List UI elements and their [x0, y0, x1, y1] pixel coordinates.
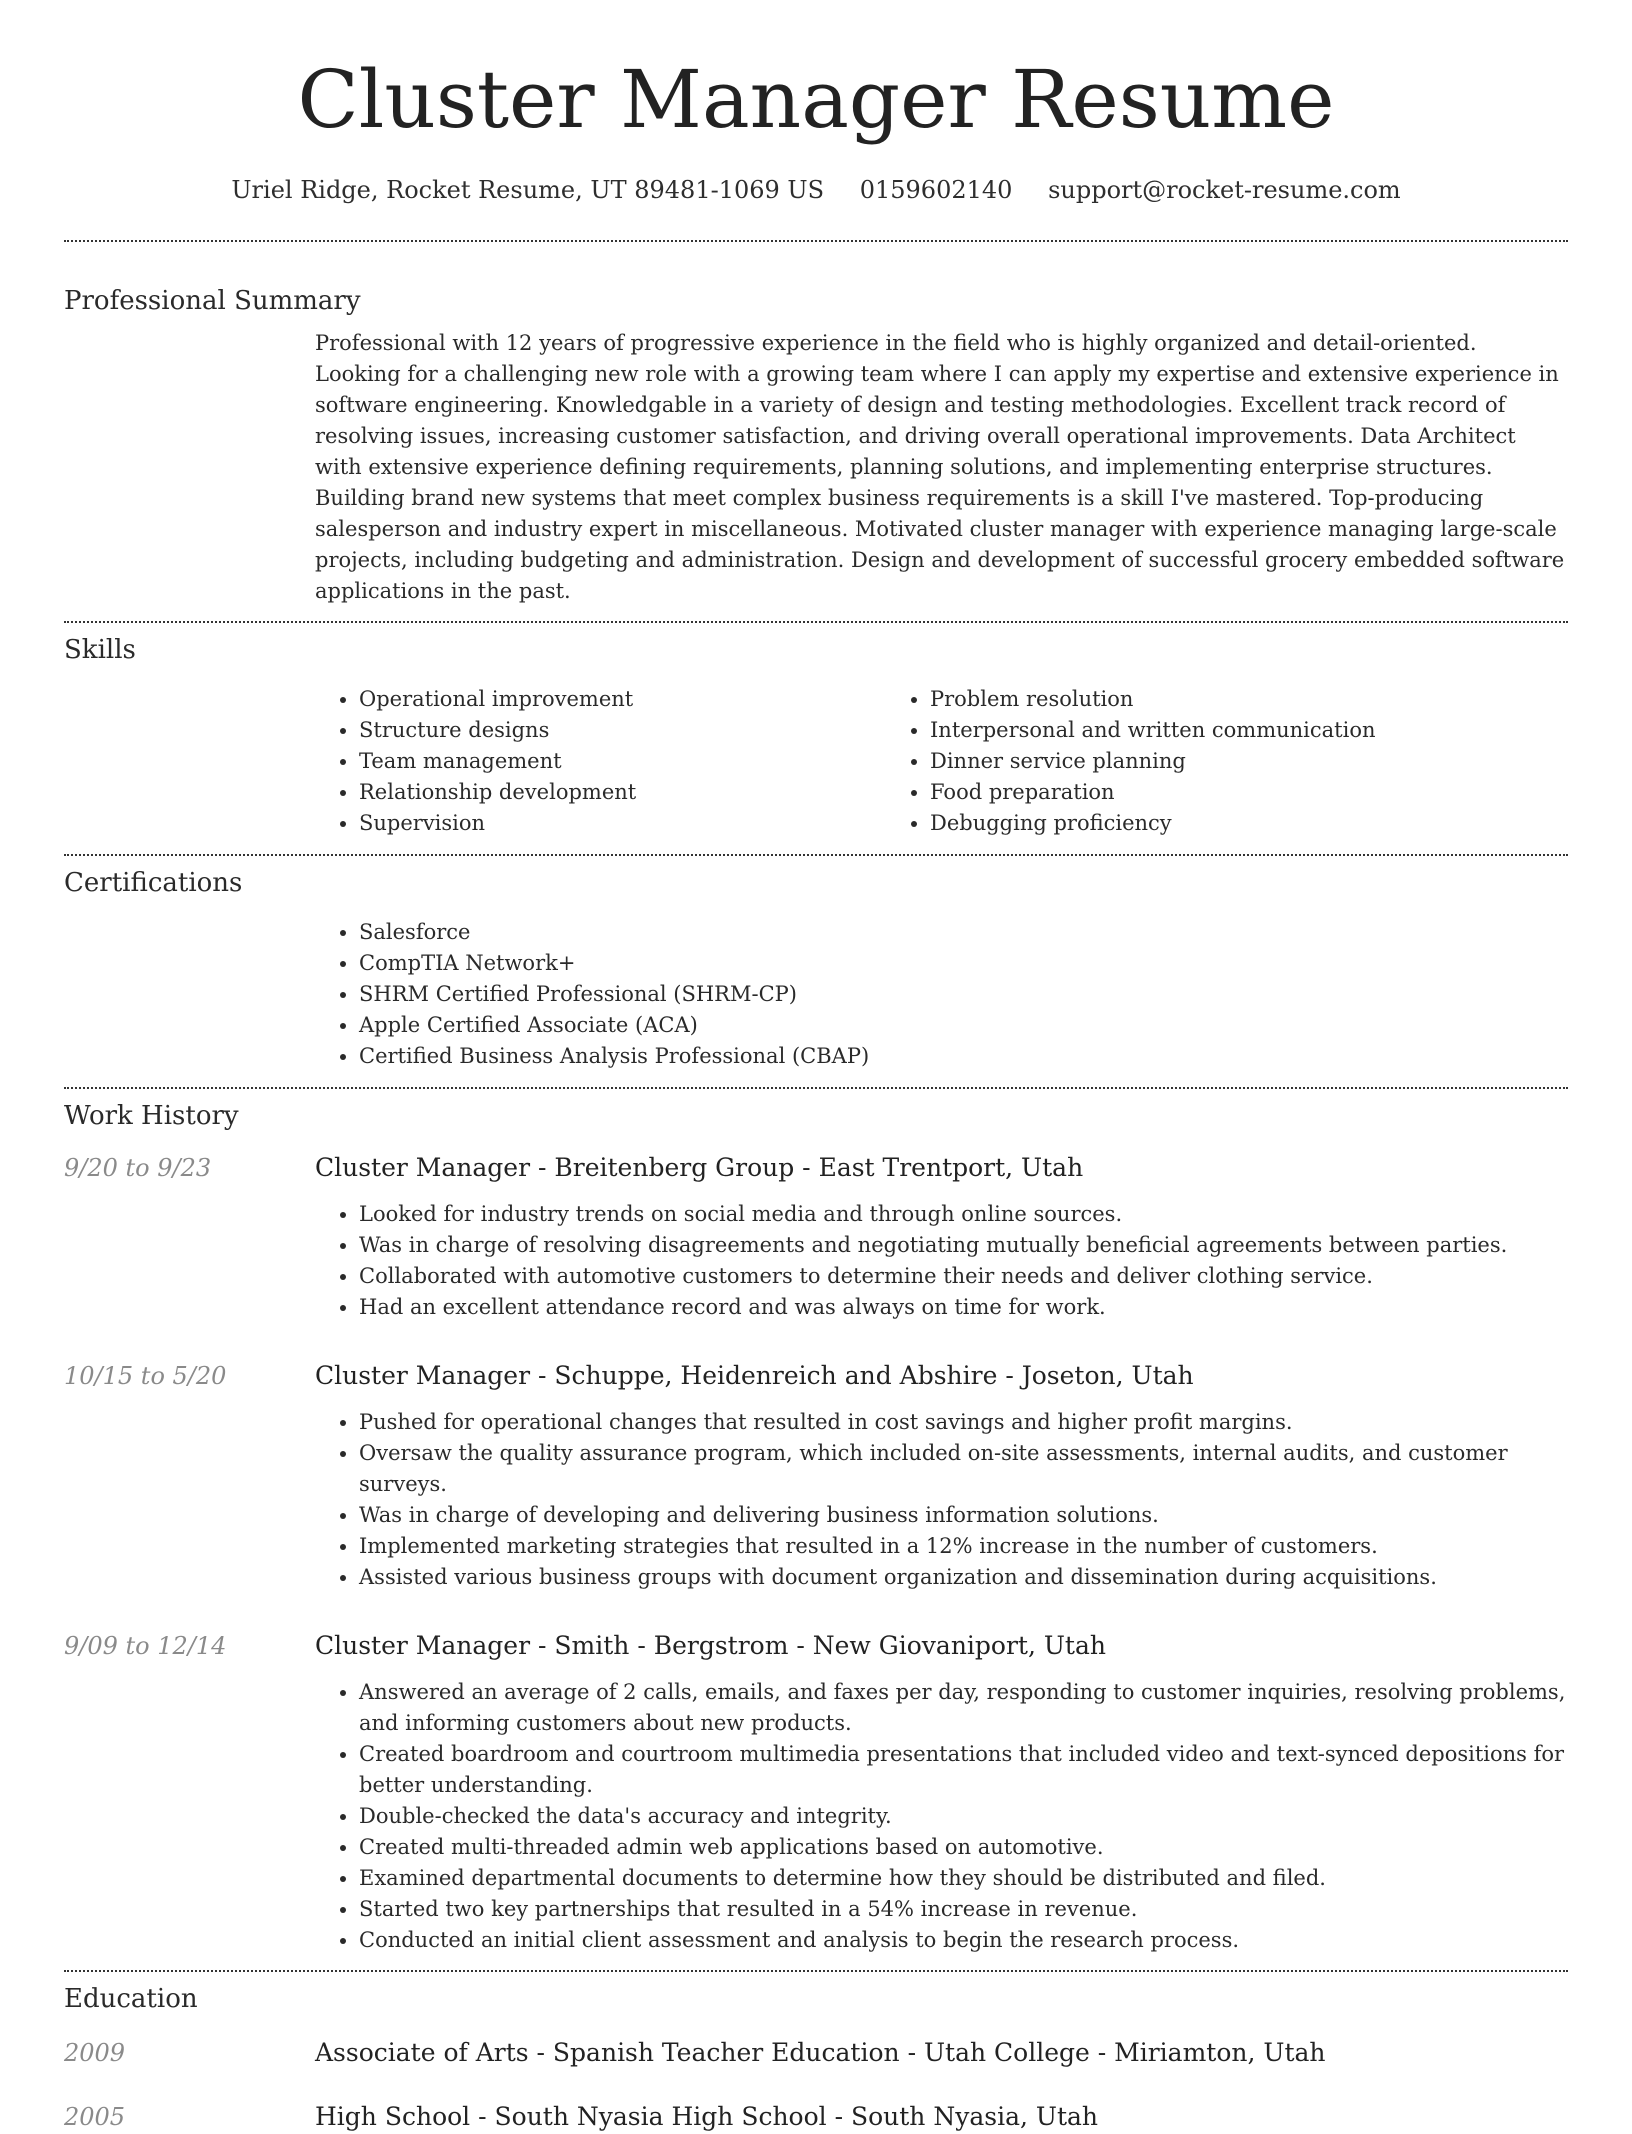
work-bullet: • Assisted various business groups with document organization and dissemination during acquisitions. [359, 1562, 1568, 1593]
skill-item: • Operational improvement [359, 684, 886, 715]
contact-line [64, 174, 1568, 206]
contact-phone: 0159602140 [859, 176, 1013, 204]
section-title-summary: Professional Summary [64, 286, 361, 316]
work-entry-body [315, 1407, 1568, 1593]
work-bullet: • Answered an average of 2 calls, emails, and faxes per day, responding to customer inquiries, resolving problems, and informing customers about new products. [359, 1677, 1568, 1739]
summary-content [315, 328, 1568, 621]
education-entry-header [64, 2036, 1568, 2070]
resume-title: Cluster Manager Resume [297, 53, 1335, 146]
work-bullet: • Was in charge of developing and delivering business information solutions. [359, 1500, 1568, 1531]
education-entry [64, 2036, 1568, 2070]
skill-item: • Debugging proficiency [930, 808, 1457, 839]
work-entry-body [315, 1199, 1568, 1323]
contact-address: Uriel Ridge, Rocket Resume, UT 89481-1069 US [231, 176, 825, 204]
work-entry-date: 10/15 to 5/20 [64, 1362, 227, 1390]
skill-item: • Team management [359, 746, 886, 777]
skill-item: • Food preparation [930, 777, 1457, 808]
skill-item: • Interpersonal and written communication [930, 715, 1457, 746]
work-entry-bullets [315, 1407, 1568, 1593]
work-entry-bullets [315, 1677, 1568, 1956]
skills-list-right [886, 684, 1457, 839]
education-entry-header [64, 2100, 1568, 2134]
work-bullet: • Was in charge of resolving disagreements and negotiating mutually beneficial agreements between parties. [359, 1230, 1568, 1261]
contact-email: support@rocket-resume.com [1048, 176, 1401, 204]
skill-item: • Relationship development [359, 777, 886, 808]
work-bullet: • Created multi-threaded admin web applications based on automotive. [359, 1832, 1568, 1863]
work-bullet: • Started two key partnerships that resulted in a 54% increase in revenue. [359, 1894, 1568, 1925]
skill-item: • Dinner service planning [930, 746, 1457, 777]
work-entry-body [315, 1677, 1568, 1956]
spacer [64, 1956, 1568, 1970]
work-entry-title: Cluster Manager - Smith - Bergstrom - New Giovaniport, Utah [315, 1631, 1106, 1660]
work-bullet: • Created boardroom and courtroom multimedia presentations that included video and text-synced depositions for better understanding. [359, 1739, 1568, 1801]
work-bullet: • Oversaw the quality assurance program, which included on-site assessments, internal audits, and customer surveys. [359, 1438, 1568, 1500]
professional-summary-section [64, 242, 1568, 621]
certification-item: • Salesforce [359, 917, 1568, 948]
work-bullet: • Had an excellent attendance record and was always on time for work. [359, 1292, 1568, 1323]
certification-item: • CompTIA Network+ [359, 948, 1568, 979]
section-title-education: Education [64, 1984, 198, 2014]
section-title-work-history: Work History [64, 1101, 239, 1131]
skill-item: • Structure designs [359, 715, 886, 746]
skill-item: • Supervision [359, 808, 886, 839]
education-entry-title: Associate of Arts - Spanish Teacher Education - Utah College - Miriamton, Utah [315, 2038, 1326, 2067]
work-bullet: • Implemented marketing strategies that resulted in a 12% increase in the number of customers. [359, 1531, 1568, 1562]
work-bullet: • Double-checked the data's accuracy and integrity. [359, 1801, 1568, 1832]
education-entry [64, 2100, 1568, 2134]
education-section [64, 1972, 1568, 2134]
certification-item: • Certified Business Analysis Professional (CBAP) [359, 1041, 1568, 1072]
skills-section [64, 623, 1568, 854]
certifications-content [315, 917, 1568, 1087]
certification-item: • SHRM Certified Professional (SHRM-CP) [359, 979, 1568, 1010]
work-entry [64, 1359, 1568, 1593]
section-title-certifications: Certifications [64, 868, 243, 898]
work-entry [64, 1629, 1568, 1956]
work-entry-bullets [315, 1199, 1568, 1323]
skills-list-left [315, 684, 886, 839]
certification-item: • Apple Certified Associate (ACA) [359, 1010, 1568, 1041]
work-entry-date: 9/09 to 12/14 [64, 1632, 227, 1660]
section-title-skills: Skills [64, 635, 136, 665]
work-bullet: • Conducted an initial client assessment and analysis to begin the research process. [359, 1925, 1568, 1956]
work-bullet: • Pushed for operational changes that resulted in cost savings and higher profit margins. [359, 1407, 1568, 1438]
certifications-section [64, 856, 1568, 1087]
summary-text: Professional with 12 years of progressive experience in the field who is highly organized and detail-oriented. Looking for a challenging new role with a growing team where I can apply my expertise and extensive experience in software engineering. Knowledgable in a variety of design and testing methodologies. Excellent track record of resolving issues, increasing customer satisfaction, and driving overall operational improvements. Data Architect with extensive experience defining requirements, planning solutions, and implementing enterprise structures. Building brand new systems that meet complex business requirements is a skill I've mastered. Top-producing salesperson and industry expert in miscellaneous. Motivated cluster manager with experience managing large-scale projects, including budgeting and administration. Design and development of successful grocery embedded software applications in the past. [315, 331, 1565, 603]
certifications-list [315, 917, 1568, 1072]
work-bullet: • Examined departmental documents to determine how they should be distributed and filed. [359, 1863, 1568, 1894]
work-bullet: • Looked for industry trends on social media and through online sources. [359, 1199, 1568, 1230]
work-entry-date: 9/20 to 9/23 [64, 1154, 212, 1182]
work-entry-header [64, 1151, 1568, 1185]
work-entry-title: Cluster Manager - Breitenberg Group - East Trentport, Utah [315, 1153, 1084, 1182]
education-entry-date: 2009 [64, 2039, 126, 2067]
work-entry [64, 1151, 1568, 1323]
work-bullet: • Collaborated with automotive customers to determine their needs and deliver clothing service. [359, 1261, 1568, 1292]
education-entry-date: 2005 [64, 2103, 126, 2131]
work-entry-header [64, 1359, 1568, 1393]
work-entry-header [64, 1629, 1568, 1663]
education-entry-title: High School - South Nyasia High School - South Nyasia, Utah [315, 2102, 1099, 2131]
work-entry-title: Cluster Manager - Schuppe, Heidenreich and Abshire - Joseton, Utah [315, 1361, 1194, 1390]
skills-content [315, 684, 1568, 854]
skill-item: • Problem resolution [930, 684, 1457, 715]
work-history-section [64, 1089, 1568, 1970]
